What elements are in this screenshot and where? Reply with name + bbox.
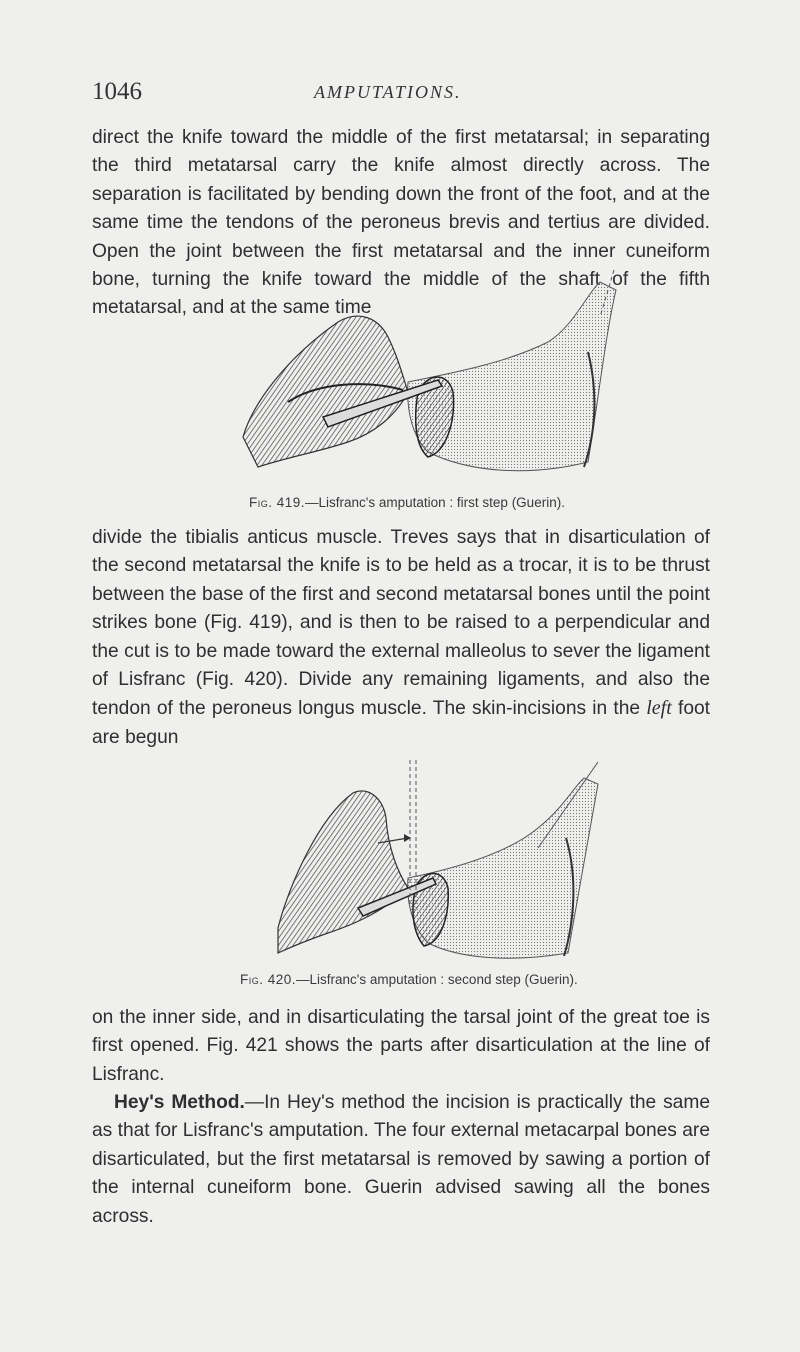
figure-420-label: Fig. 420. bbox=[240, 972, 297, 987]
paragraph-2-text: divide the tibialis anticus muscle. Treves says that in disarticulation of the second metatarsal the knife is to be held as a trocar, it is to be thrust between the base of the first and second metatarsal bones until the point strikes bone (Fig. 419), and is then to be raised to a perpendicular and the cut is to be made toward the external malleolus to sever the ligament of Lisfranc (Fig. 420). Divide any remaining ligaments, and also the tendon of the peroneus longus muscle. The skin-incisions in the bbox=[92, 527, 710, 720]
figure-419-caption-text: —Lisfranc's amputation : first step (Guerin). bbox=[305, 495, 565, 510]
figure-420-caption-text: —Lisfranc's amputation : second step (Guerin). bbox=[296, 972, 578, 987]
paragraph-4-body: —In Hey's method the incision is practically the same as that for Lisfranc's amputation. The four external metacarpal bones are disarticulated, but the first metatarsal is removed by sawing a portion of the internal cuneiform bone. Guerin advised sawing all the bones across. bbox=[92, 1092, 710, 1227]
heys-method-heading: Hey's Method. bbox=[114, 1092, 245, 1113]
page-header bbox=[92, 78, 712, 118]
figure-420-illustration bbox=[248, 758, 618, 973]
figure-419-label: Fig. 419. bbox=[249, 495, 306, 510]
emphasis-left: left bbox=[646, 697, 672, 720]
figure-419-illustration bbox=[228, 262, 638, 494]
paragraph-4 bbox=[92, 1089, 710, 1231]
running-head: AMPUTATIONS. bbox=[314, 82, 462, 102]
paragraph-1: direct the knife toward the middle of the first metatarsal; in separating the third metatarsal carry the knife almost directly across. The separation is facilitated by bending down the front of the foot, and at the same time the tendons of the peroneus brevis and tertius are divided. Open the joint between the first metatarsal and the inner cuneiform bone, turning the knife toward the middle of the shaft of the fifth metatarsal, and at the same time bbox=[92, 127, 710, 319]
paragraph-2 bbox=[92, 524, 710, 752]
paragraph-3: on the inner side, and in disarticulating the tarsal joint of the great toe is first opened. Fig. 421 shows the parts after disarticulation at the line of Lisfranc. bbox=[92, 1007, 710, 1085]
figure-419-caption bbox=[249, 495, 565, 510]
page-number: 1046 bbox=[92, 78, 142, 105]
figure-420-caption bbox=[240, 972, 578, 987]
paragraph-2-end: foot are begun bbox=[92, 698, 710, 748]
